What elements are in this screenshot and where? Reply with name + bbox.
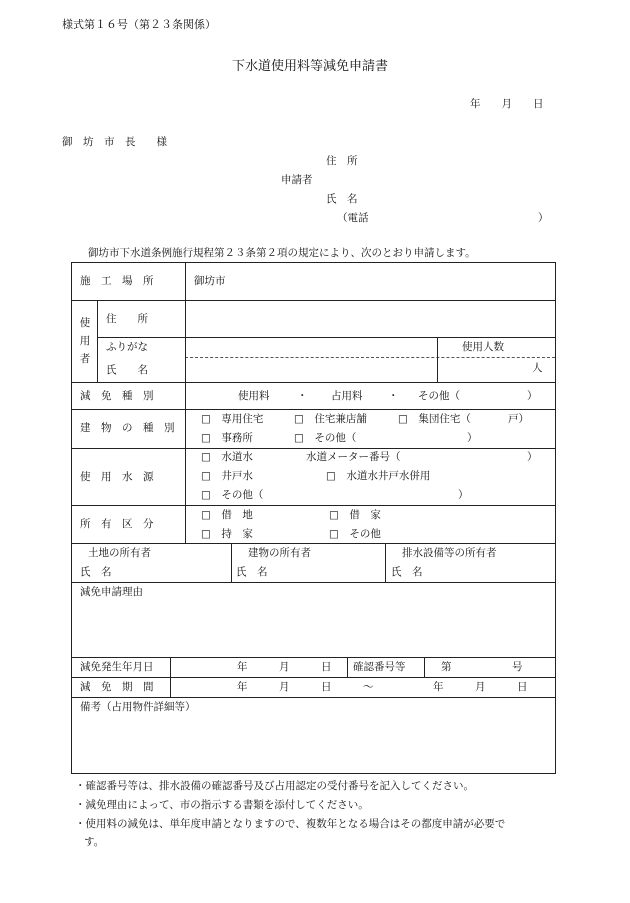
site-label: 施 工 場 所 bbox=[80, 275, 154, 287]
applicant-phone-open: （電話 bbox=[337, 212, 369, 224]
checkbox-icon[interactable] bbox=[201, 451, 211, 463]
period-start-date[interactable]: 年 月 日 bbox=[237, 681, 332, 693]
form-number: 様式第１６号（第２３条関係） bbox=[62, 18, 216, 31]
checkbox-icon[interactable] bbox=[201, 509, 211, 521]
exemption-type-label: 減 免 種 別 bbox=[80, 390, 154, 402]
checkbox-icon[interactable] bbox=[201, 432, 211, 444]
table-rule bbox=[71, 448, 556, 449]
user-group-divider bbox=[97, 300, 98, 382]
table-rule bbox=[71, 582, 556, 583]
checkbox-icon[interactable] bbox=[294, 432, 304, 444]
applicant-label: 申請者 bbox=[281, 174, 313, 186]
checkbox-icon[interactable] bbox=[329, 528, 339, 540]
addressee: 御 坊 市 長 様 bbox=[62, 136, 167, 148]
furigana-label: ふりがな bbox=[106, 341, 148, 353]
ownership-label: 所 有 区 分 bbox=[80, 518, 154, 530]
table-rule bbox=[71, 300, 556, 301]
exemption-option-occupancy-fee[interactable]: 占用料 bbox=[331, 390, 363, 402]
occurrence-date-value[interactable]: 年 月 日 bbox=[237, 661, 332, 673]
applicant-address-label: 住 所 bbox=[326, 155, 358, 167]
checkbox-icon[interactable] bbox=[329, 509, 339, 521]
table-rule bbox=[71, 773, 556, 774]
exemption-separator: ・ bbox=[297, 390, 308, 402]
table-rule bbox=[97, 337, 556, 338]
table-rule bbox=[71, 657, 556, 658]
owners-divider bbox=[231, 543, 232, 582]
table-rule bbox=[71, 505, 556, 506]
checkbox-icon[interactable] bbox=[398, 413, 408, 425]
table-rule bbox=[71, 543, 556, 544]
water-opt-tap[interactable]: □ 水道水 bbox=[201, 452, 253, 463]
checkbox-icon[interactable] bbox=[201, 413, 211, 425]
building-other-close: ） bbox=[467, 432, 478, 444]
owners-divider bbox=[385, 543, 386, 582]
label-column-divider bbox=[185, 262, 186, 543]
furigana-dashed-rule bbox=[185, 357, 555, 358]
building-opt-other[interactable]: □ その他（ bbox=[294, 433, 356, 444]
ownership-opt-other[interactable]: □ その他 bbox=[329, 529, 381, 540]
building-type-label: 建 物 の 種 別 bbox=[80, 422, 175, 434]
ownership-opt-leased-land[interactable]: □ 借 地 bbox=[201, 510, 253, 521]
building-apartment-unit: 戸） bbox=[508, 413, 529, 425]
exemption-separator: ・ bbox=[388, 390, 399, 402]
land-owner-label: 土地の所有者 bbox=[88, 547, 151, 559]
applicant-phone-close: ） bbox=[538, 212, 549, 224]
remarks-label: 備考（占用物件詳細等） bbox=[80, 701, 196, 713]
applicant-name-label: 氏 名 bbox=[326, 193, 358, 205]
user-group-label: 使用者 bbox=[79, 317, 91, 365]
note-item: ・確認番号等は、排水設備の確認番号及び占用認定の受付番号を記入してください。 bbox=[75, 780, 474, 792]
water-opt-combined[interactable]: □ 水道水井戸水併用 bbox=[326, 471, 430, 482]
water-other-close: ） bbox=[458, 489, 469, 501]
confirm-number-prefix: 第 bbox=[441, 661, 452, 673]
user-count-label: 使用人数 bbox=[462, 341, 504, 353]
confirm-label-divider bbox=[347, 657, 348, 677]
checkbox-icon[interactable] bbox=[294, 413, 304, 425]
building-opt-apartment[interactable]: □ 集団住宅（ bbox=[398, 414, 471, 425]
table-rule bbox=[71, 382, 556, 383]
table-rule bbox=[71, 697, 556, 698]
building-owner-name-label: 氏 名 bbox=[236, 566, 268, 578]
building-opt-residence[interactable]: □ 専用住宅 bbox=[201, 414, 263, 425]
drainage-owner-name-label: 氏 名 bbox=[391, 566, 423, 578]
date-line: 年 月 日 bbox=[470, 98, 544, 110]
note-item: ・使用料の減免は、単年度申請となりますので、複数年となる場合はその都度申請が必要で bbox=[75, 818, 506, 830]
water-meter-close: ） bbox=[527, 451, 538, 463]
occurrence-date-label: 減免発生年月日 bbox=[80, 661, 154, 673]
confirm-number-suffix: 号 bbox=[512, 661, 523, 673]
exemption-option-other[interactable]: その他（ bbox=[418, 390, 460, 402]
table-rule bbox=[71, 677, 556, 678]
user-address-label: 住 所 bbox=[106, 313, 148, 325]
water-source-label: 使 用 水 源 bbox=[80, 471, 154, 483]
period-end-date[interactable]: 年 月 日 bbox=[433, 681, 528, 693]
user-name-label: 氏 名 bbox=[106, 364, 148, 376]
period-tilde: ～ bbox=[363, 681, 374, 693]
checkbox-icon[interactable] bbox=[326, 470, 336, 482]
checkbox-icon[interactable] bbox=[201, 489, 211, 501]
site-value[interactable]: 御坊市 bbox=[194, 275, 226, 287]
drainage-owner-label: 排水設備等の所有者 bbox=[402, 547, 497, 559]
building-opt-office[interactable]: □ 事務所 bbox=[201, 433, 253, 444]
building-owner-label: 建物の所有者 bbox=[248, 547, 311, 559]
table-rule bbox=[71, 262, 556, 263]
ownership-opt-owned-house[interactable]: □ 持 家 bbox=[201, 529, 253, 540]
note-item: ・減免理由によって、市の指示する書類を添付してください。 bbox=[75, 799, 369, 811]
date-label-divider bbox=[170, 657, 171, 697]
building-opt-residence-shop[interactable]: □ 住宅兼店舗 bbox=[294, 414, 367, 425]
exemption-option-usage-fee[interactable]: 使用料 bbox=[238, 390, 270, 402]
page-title: 下水道使用料等減免申請書 bbox=[232, 59, 389, 74]
checkbox-icon[interactable] bbox=[201, 528, 211, 540]
water-meter-number[interactable]: 水道メーター番号（ bbox=[306, 451, 401, 463]
reason-label: 減免申請理由 bbox=[80, 586, 143, 598]
intro-text: 御坊市下水道条例施行規程第２３条第２項の規定により、次のとおり申請します。 bbox=[88, 247, 476, 259]
note-item-continuation: す。 bbox=[84, 836, 105, 848]
period-label: 減 免 期 間 bbox=[80, 681, 154, 693]
person-unit: 人 bbox=[532, 362, 543, 374]
water-opt-well[interactable]: □ 井戸水 bbox=[201, 471, 253, 482]
exemption-other-close: ） bbox=[527, 390, 538, 402]
table-rule bbox=[71, 409, 556, 410]
land-owner-name-label: 氏 名 bbox=[80, 566, 112, 578]
confirm-number-label: 確認番号等 bbox=[353, 661, 406, 673]
confirm-value-divider bbox=[424, 657, 425, 677]
ownership-opt-rented-house[interactable]: □ 借 家 bbox=[329, 510, 381, 521]
checkbox-icon[interactable] bbox=[201, 470, 211, 482]
water-opt-other[interactable]: □ その他（ bbox=[201, 490, 263, 501]
user-count-divider bbox=[437, 337, 438, 382]
